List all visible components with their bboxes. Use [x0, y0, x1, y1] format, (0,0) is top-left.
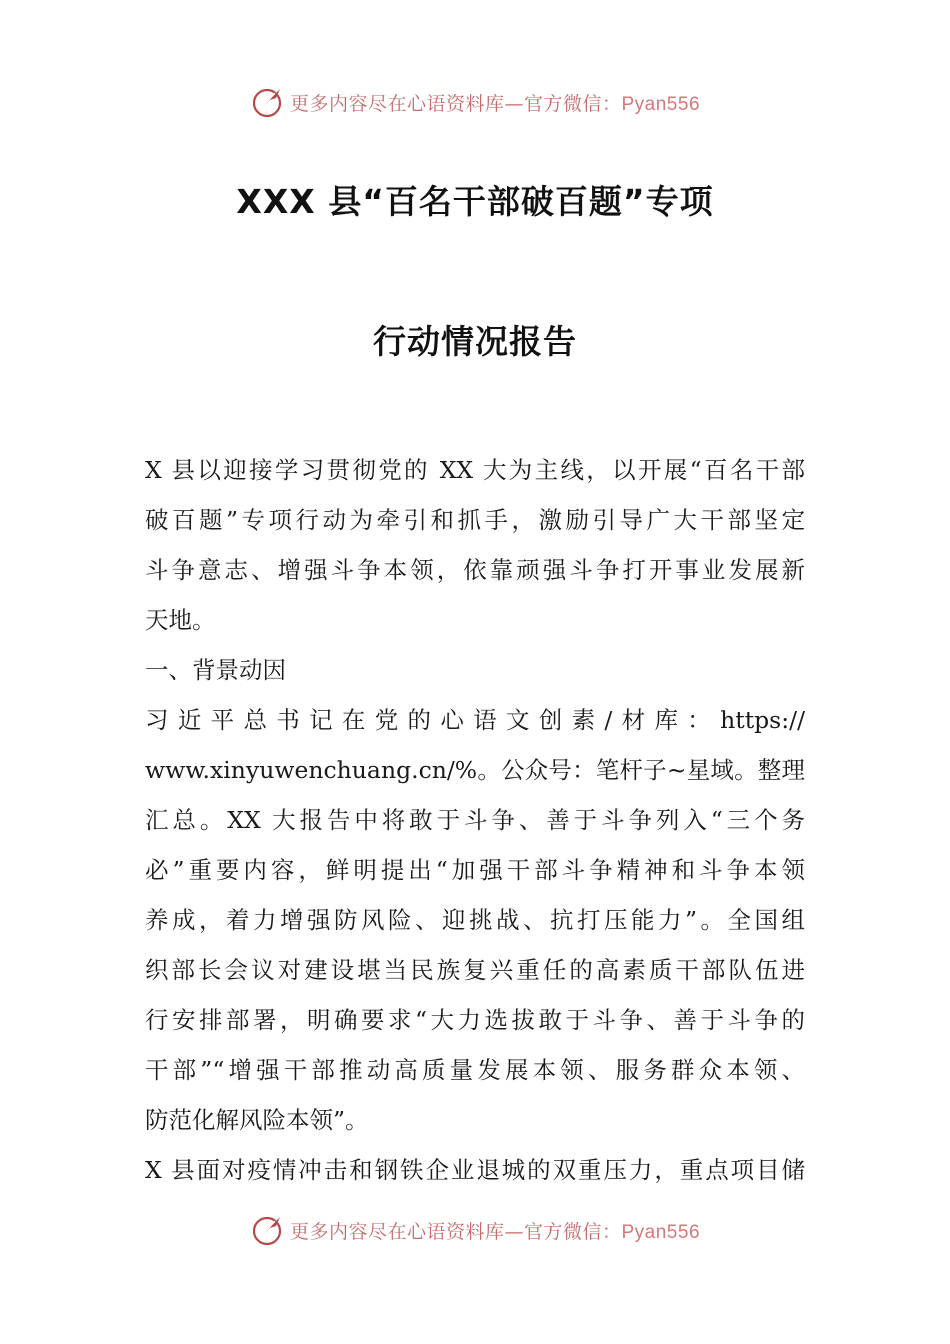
quill-circle-icon	[250, 1212, 286, 1248]
doc-body	[145, 445, 805, 1195]
body-line-9: 必”重要内容，鲜明提出“加强干部斗争精神和斗争本领	[145, 856, 805, 884]
dash: —	[504, 1220, 524, 1243]
body-line-1: X 县以迎接学习贯彻党的 XX 大为主线，以开展“百名干部	[145, 456, 805, 484]
body-line-13: 干部”“增强干部推动高质量发展本领、服务群众本领、	[145, 1056, 805, 1084]
site-name: 更多内容尽在心语资料库	[289, 1220, 505, 1243]
wechat-account: Pyan556	[621, 93, 701, 115]
wechat-label: 官方微信：	[523, 1220, 622, 1243]
wechat-label: 官方微信：	[523, 92, 622, 115]
dash: —	[504, 92, 524, 115]
body-line-2: 破百题”专项行动为牵引和抓手，激励引导广大干部坚定	[145, 506, 805, 534]
body-line-11: 织部长会议对建设堪当民族复兴重任的高素质干部队伍进	[145, 956, 805, 984]
doc-title-line-2: 行动情况报告	[373, 322, 577, 361]
watermark-text	[290, 89, 700, 116]
watermark-banner-top	[0, 82, 950, 122]
body-line-6: 习近平总书记在党的心语文创素/材库：https://	[145, 706, 805, 734]
doc-title-line-1: XXX 县“百名干部破百题”专项	[236, 182, 714, 221]
body-line-7: www.xinyuwenchuang.cn/%。公众号：笔杆子~星域。整理	[145, 756, 805, 784]
site-name: 更多内容尽在心语资料库	[289, 92, 505, 115]
watermark-text	[290, 1217, 700, 1244]
body-line-3: 斗争意志、增强斗争本领，依靠顽强斗争打开事业发展新	[145, 556, 805, 584]
section-heading-1: 一、背景动因	[145, 656, 286, 684]
body-line-14: 防范化解风险本领”。	[145, 1106, 369, 1134]
body-line-12: 行安排部署，明确要求“大力选拔敢于斗争、善于斗争的	[145, 1006, 805, 1034]
body-line-10: 养成，着力增强防风险、迎挑战、抗打压能力”。全国组	[145, 906, 805, 934]
wechat-account: Pyan556	[621, 1221, 701, 1243]
body-line-4: 天地。	[145, 606, 216, 634]
quill-circle-icon	[250, 84, 286, 120]
body-line-15: X 县面对疫情冲击和钢铁企业退城的双重压力，重点项目储	[145, 1156, 805, 1184]
watermark-banner-bottom	[0, 1210, 950, 1250]
body-line-8: 汇总。XX 大报告中将敢于斗争、善于斗争列入“三个务	[145, 806, 805, 834]
